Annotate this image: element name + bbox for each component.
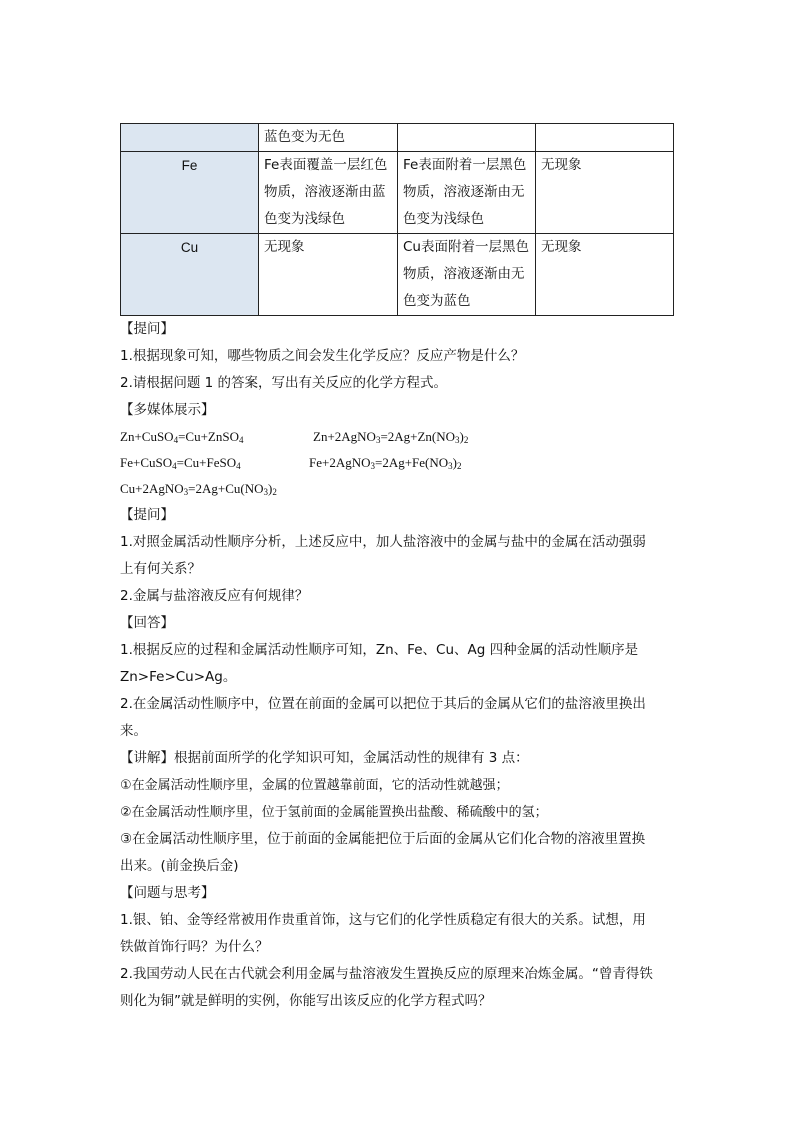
answer-text: 来。 <box>120 723 147 739</box>
question-text: 2.金属与盐溶液反应有何规律？ <box>120 588 309 604</box>
section-heading: 【多媒体展示】 <box>120 402 215 418</box>
reaction-table <box>120 123 674 316</box>
table-row <box>121 124 674 152</box>
chemical-equation: $Zn+2AgNO_3=2Ag+Zn(NO_3)_2$ <box>313 429 469 445</box>
table-cell: 蓝色变为无色 <box>259 124 398 152</box>
question-text: 1.根据现象可知，哪些物质之间会发生化学反应？反应产物是什么？ <box>120 348 525 364</box>
table-cell-metal <box>121 124 259 152</box>
question-text: 上有何关系？ <box>120 561 201 577</box>
table-cell: Fe表面覆盖一层红色物质，溶液逐渐由蓝色变为浅绿色 <box>259 152 398 234</box>
lecture-point: 出来。(前金换后金) <box>120 858 239 874</box>
section-heading: 【讲解】 <box>120 750 174 766</box>
chemical-equation: $Fe+2AgNO_3=2Ag+Fe(NO_3)_2$ <box>309 455 462 471</box>
chemical-equation: $Cu+2AgNO_3=2Ag+Cu(NO_3)_2$ <box>120 481 277 497</box>
document-page <box>120 123 676 1015</box>
table-row <box>121 152 674 234</box>
chemical-equation: Fe+CuSO$_4$=Cu+FeSO$_4$ <box>120 455 241 471</box>
lecture-point: ②在金属活动性顺序里，位于氢前面的金属能置换出盐酸、稀硫酸中的氢； <box>120 805 548 820</box>
chemical-equation: Zn+CuSO$_4$=Cu+ZnSO$_4$ <box>120 429 244 445</box>
table-cell: Fe表面附着一层黑色物质，溶液逐渐由无色变为浅绿色 <box>398 152 536 234</box>
answer-text: 1.根据反应的过程和金属活动性顺序可知，Zn、Fe、Cu、Ag 四种金属的活动性顺序是 <box>120 642 639 658</box>
equation-row <box>120 424 676 450</box>
table-cell: Cu表面附着一层黑色物质，溶液逐渐由无色变为蓝色 <box>398 234 536 316</box>
section-heading: 【提问】 <box>120 321 174 337</box>
table-cell-metal: Fe <box>121 152 259 234</box>
table-row <box>121 234 674 316</box>
equation-row <box>120 450 676 476</box>
question-text: 1.对照金属活动性顺序分析，上述反应中，加人盐溶液中的金属与盐中的金属在活动强弱 <box>120 534 646 550</box>
think-text: 2.我国劳动人民在古代就会利用金属与盐溶液发生置换反应的原理来冶炼金属。“曾青得铁 <box>120 966 653 982</box>
table-cell <box>398 124 536 152</box>
table-cell: 无现象 <box>259 234 398 316</box>
think-text: 1.银、铂、金等经常被用作贵重首饰，这与它们的化学性质稳定有很大的关系。试想，用 <box>120 912 646 928</box>
equation-row <box>120 476 676 502</box>
lecture-point: ③在金属活动性顺序里，位于前面的金属能把位于后面的金属从它们化合物的溶液里置换 <box>120 831 646 847</box>
lecture-text: 根据前面所学的化学知识可知，金属活动性的规律有 3 点： <box>174 750 529 766</box>
table-cell <box>536 124 674 152</box>
section-heading: 【回答】 <box>120 615 174 631</box>
answer-text: Zn>Fe>Cu>Ag。 <box>120 669 237 685</box>
table-cell-metal: Cu <box>121 234 259 316</box>
lecture-intro <box>120 745 676 772</box>
think-text: 铁做首饰行吗？为什么？ <box>120 939 269 955</box>
answer-text: 2.在金属活动性顺序中，位置在前面的金属可以把位于其后的金属从它们的盐溶液里换出 <box>120 696 646 712</box>
section-heading: 【问题与思考】 <box>120 885 215 901</box>
table-cell: 无现象 <box>536 234 674 316</box>
lecture-point: ①在金属活动性顺序里，金属的位置越靠前面，它的活动性就越强； <box>120 778 509 793</box>
section-heading: 【提问】 <box>120 507 174 523</box>
think-text: 则化为铜”就是鲜明的实例，你能写出该反应的化学方程式吗？ <box>120 993 492 1009</box>
question-text: 2.请根据问题 1 的答案，写出有关反应的化学方程式。 <box>120 375 448 391</box>
table-cell: 无现象 <box>536 152 674 234</box>
